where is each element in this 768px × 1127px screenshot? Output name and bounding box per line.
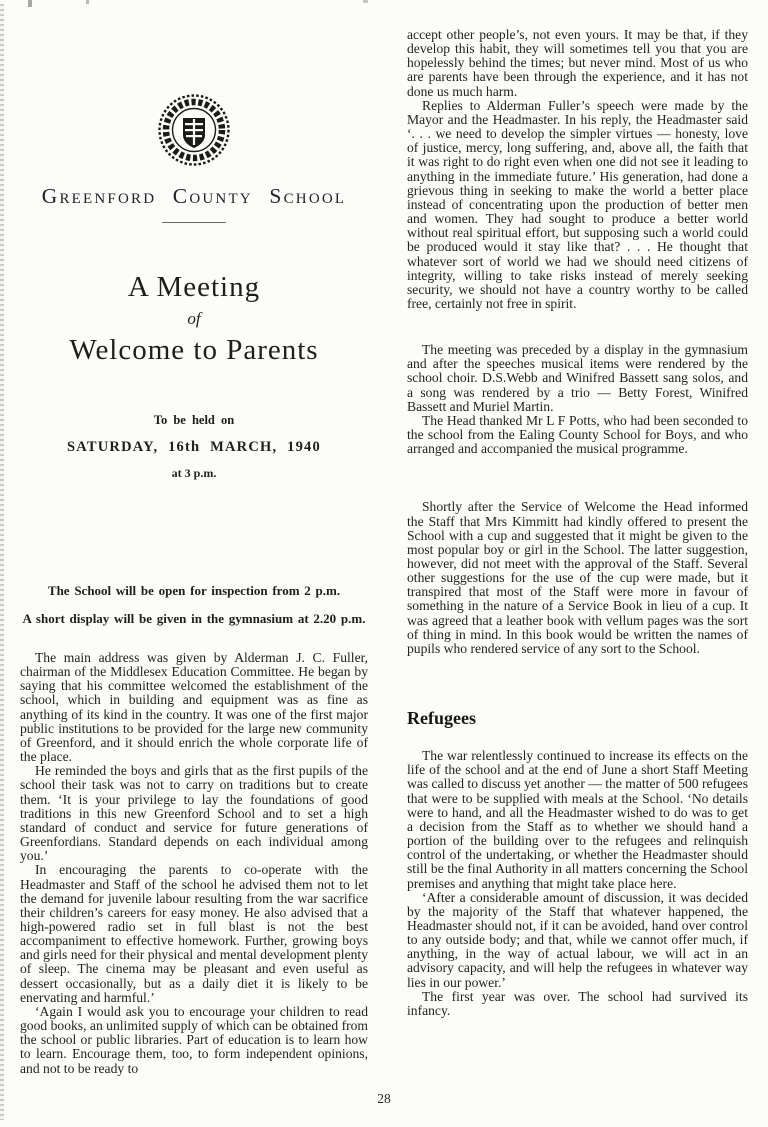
meeting-title-line3: Welcome to Parents [69,334,319,366]
paragraph-continuation: accept other people’s, not even yours. It may be that, if they develop this habit, they will sometimes tell you that you are hopelessly behind the times; but never mind. Most of us who are parents have been through the experience, and it has not done us much harm. [407,27,748,99]
section-gap [407,311,748,343]
meeting-time: at 3 p.m. [171,466,217,480]
scan-edge-artifact [0,4,4,1120]
paragraph: The war relentlessly continued to increase its effects on the life of the school and at the end of June a short Staff Meeting was called to discuss yet another — the matter of 500 refugees that were to be supplied with meals at the School. ‘No details were to hand, and all the Headmaster wished to do was to get a decision from the Staff as to whether we should hand a portion of the building over to the refugees and relinquish control of the undertaking, or whether the Headmaster should still be the final Authority in all matters concerning the School premises and anything that might take place here. [407,748,748,891]
section-gap [407,656,748,708]
meeting-title-line1: A Meeting [127,271,261,303]
paragraph: The first year was over. The school had survived its infancy. [407,988,748,1018]
paragraph: The Head thanked Mr L F Potts, who had been seconded to the school from the Ealing County School for Boys, and who arranged and accompanied the musical programme. [407,412,748,457]
paragraph: Replies to Alderman Fuller’s speech were made by the Mayor and the Headmaster. In his reply, the Headmaster said ‘. . . we need to develop the simpler virtues — honesty, love of justice, mercy, long suffering, and, above all, the faith that it was right to do right even when one did not see it leading to anything in the immediate future.’ His generation, had done a grievous thing in seeking to make the world a better place instead of concentrating upon the production of better men and women. They had sought to produce a better world without real spiritual effort, but supposing such a world could be produced would it stay like that? . . . He thought that whatever sort of world we had we should need citizens of integrity, willing to take risks instead of merely seeking security, we should not have a country worthy to be called free, certainly not free in spirit. [407,97,748,311]
paragraph: Shortly after the Service of Welcome the Head informed the Staff that Mrs Kimmitt had kindly offered to present the School with a cup and suggested that it might be given to the most popular boy or girl in the School. The latter suggestion, however, did not meet with the approval of the Staff. Several other suggestions for the use of the cup were made, but it transpired that most of the Staff were more in favour of something in the nature of a Service Book in lieu of a cup. It was agreed that a leather book with vellum pages was the sort of thing in mind. In this book would be written the names of pupils who rendered service of any sort to the School. [407,499,748,656]
meeting-title-block [20,271,368,367]
meeting-notes-block [20,583,368,627]
meeting-schedule-block [20,413,368,481]
paragraph: ‘After a considerable amount of discussion, it was decided by the majority of the Staff that whatever happened, the Headmaster should not, if it can be avoided, hand over control to any outside body; and that, while we cannot offer much, if anything, in the way of actual labour, we will act in an advisory capacity, and will help the refugees in whatever way lies in our power.’ [407,889,748,990]
school-crest-seal-icon [157,92,231,168]
paragraph: The main address was given by Alderman J. C. Fuller, chairman of the Middlesex Education Committee. He began by saying that his committee welcomed the establishment of the school, which in building and equipment was as fine as anything of its kind in the country. It was one of the first major public institutions to be provided for the large new community of Greenford, and it should enrich the whole corporate life of the place. [20,650,368,765]
left-column [20,0,368,1076]
meeting-date: SATURDAY, 16th MARCH, 1940 [67,439,321,455]
section-gap [407,456,748,500]
held-on-label: To be held on [153,413,235,427]
gymnasium-display-note: A short display will be given in the gymnasium at 2.20 p.m. [22,611,366,626]
left-column-body [20,651,368,1076]
school-name: Greenford County School [41,184,347,208]
paragraph: ‘Again I would ask you to encourage your children to read good books, an unlimited supply of which can be obtained from the school or public libraries. Part of education is to learn how to learn. Encourage them, too, to form independent opinions, and not to be ready to [20,1003,368,1076]
paragraph: He reminded the boys and girls that as the first pupils of the school their task was not to carry on traditions but to create them. ‘It is your privilege to lay the foundations of good traditions in this new Greenford School and to set a high standard of conduct and service for future generations of Greenfordians. Standard depends on each individual among you.’ [20,763,368,864]
refugees-section-heading: Refugees [407,708,476,729]
right-column [407,28,748,1018]
inspection-note: The School will be open for inspection from 2 p.m. [47,583,341,598]
school-name-rule [162,222,226,223]
paragraph: The meeting was preceded by a display in the gymnasium and after the speeches musical items were rendered by the school choir. D.S.Webb and Winifred Bassett sang solos, and a song was rendered by a trio — Betty Forest, Winifred Bassett and Muriel Martin. [407,342,748,414]
page-number: 28 [377,1091,391,1106]
meeting-title-line2: of [187,309,201,328]
paragraph: In encouraging the parents to co-operate with the Headmaster and Staff of the school he advised them not to let the demand for juvenile labour resulting from the war sacrifice their children’s careers for easy money. He also advised that a high-powered radio set in full blast is not the best accompaniment to effective homework. Further, growing boys and girls need for their physical and mental development plenty of sleep. The cinema may be pleasant and even useful as dessert occasionally, but as a daily diet it is likely to be enervating and harmful.’ [20,862,368,1005]
